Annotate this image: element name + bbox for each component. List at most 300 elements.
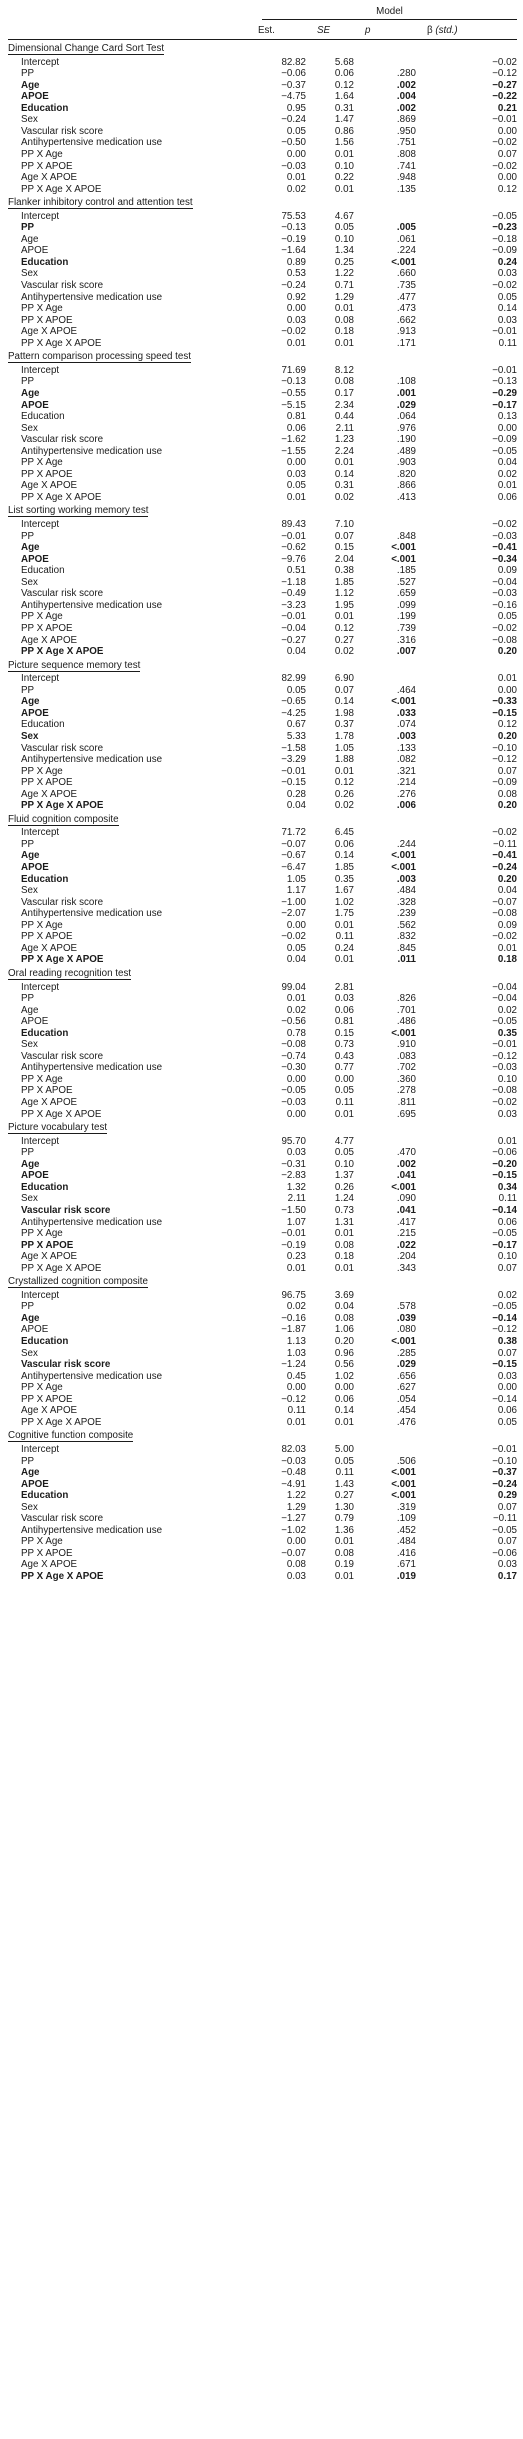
se-value: 1.64 xyxy=(334,91,354,103)
est-value: −0.65 xyxy=(281,696,306,708)
table-row xyxy=(8,280,517,292)
beta-value: 0.05 xyxy=(497,1416,517,1428)
row-label: Education xyxy=(21,1490,69,1502)
section-title: Picture sequence memory test xyxy=(8,659,141,671)
est-value: −3.23 xyxy=(281,599,306,611)
est-value: −0.24 xyxy=(281,114,306,126)
beta-value: 0.20 xyxy=(497,730,517,742)
table-row xyxy=(8,743,517,755)
row-label: PP X APOE xyxy=(21,1547,73,1559)
p-value xyxy=(359,1444,421,1456)
p-value: .662 xyxy=(396,314,416,326)
p-value: .845 xyxy=(396,942,416,954)
section-title: Flanker inhibitory control and attention test xyxy=(8,197,193,209)
beta-value: −0.07 xyxy=(492,896,517,908)
row-label: Intercept xyxy=(21,56,60,68)
table-row xyxy=(8,1005,517,1017)
p-value: .224 xyxy=(396,245,416,257)
est-value: −4.25 xyxy=(281,707,306,719)
p-value: .029 xyxy=(396,1359,416,1371)
beta-value: −0.02 xyxy=(492,1097,517,1108)
beta-value: −0.08 xyxy=(492,908,517,920)
row-label: Age X APOE xyxy=(21,942,78,954)
table-row xyxy=(8,365,517,377)
beta-value: −0.10 xyxy=(492,1455,517,1467)
se-value: 1.85 xyxy=(334,862,354,874)
p-value: .061 xyxy=(396,233,416,245)
est-value: −0.62 xyxy=(281,542,306,554)
est-value: −0.08 xyxy=(281,1039,306,1051)
p-value: .133 xyxy=(396,742,416,754)
beta-value: −0.08 xyxy=(492,1085,517,1097)
model-header: Model xyxy=(252,4,517,22)
beta-value: −0.20 xyxy=(492,1158,517,1170)
table-row xyxy=(8,1571,517,1583)
se-value: 1.23 xyxy=(334,434,354,446)
p-value: .948 xyxy=(396,172,416,184)
row-label: PP xyxy=(21,530,35,542)
est-value: 0.05 xyxy=(286,125,306,137)
table-row xyxy=(8,982,517,994)
table-row xyxy=(8,1136,517,1148)
p-value: <.001 xyxy=(391,1467,416,1479)
table-row xyxy=(8,457,517,469)
se-value: 6.90 xyxy=(334,673,354,685)
beta-value: −0.05 xyxy=(492,210,517,222)
row-label: Age X APOE xyxy=(21,480,78,492)
se-value: 0.01 xyxy=(334,337,354,349)
p-value: .109 xyxy=(396,1513,416,1525)
table-row xyxy=(8,1028,517,1040)
est-value: 0.03 xyxy=(286,1571,306,1583)
p-value: .029 xyxy=(396,399,416,411)
beta-value: 0.12 xyxy=(497,183,517,195)
section-title: Cognitive function composite xyxy=(8,1430,134,1442)
row-label: PP xyxy=(21,68,35,80)
table-row xyxy=(8,554,517,566)
row-label: Sex xyxy=(21,422,38,434)
p-value: .321 xyxy=(396,765,416,777)
table-row xyxy=(8,1039,517,1051)
table-row xyxy=(8,222,517,234)
est-value: −0.19 xyxy=(281,233,306,245)
p-value: .464 xyxy=(396,684,416,696)
est-value: −6.47 xyxy=(281,862,306,874)
se-value: 0.08 xyxy=(334,1239,354,1251)
se-value: 0.81 xyxy=(334,1016,354,1028)
p-value: .002 xyxy=(396,102,416,114)
row-label: PP xyxy=(21,1301,35,1313)
table-row xyxy=(8,1290,517,1302)
beta-value: 0.29 xyxy=(497,1490,517,1502)
se-value: 1.05 xyxy=(334,742,354,754)
row-label: PP X Age xyxy=(21,1536,63,1548)
se-value: 2.11 xyxy=(335,422,354,434)
beta-value: 0.12 xyxy=(497,719,517,731)
beta-value: −0.05 xyxy=(492,1524,517,1536)
beta-value: 0.06 xyxy=(497,1405,517,1417)
table-row xyxy=(8,777,517,789)
beta-value: 0.09 xyxy=(497,919,517,931)
se-value: 0.01 xyxy=(334,1108,354,1120)
row-label: Antihypertensive medication use xyxy=(21,137,163,149)
row-label: Age xyxy=(21,388,40,399)
est-value: −0.19 xyxy=(281,1239,306,1251)
table-row xyxy=(8,565,517,577)
se-value: 0.07 xyxy=(334,684,354,696)
p-value: .171 xyxy=(396,337,416,349)
beta-value: −0.01 xyxy=(492,364,517,376)
beta-value: 0.10 xyxy=(497,1073,517,1085)
est-value: 1.05 xyxy=(286,873,306,885)
table-row xyxy=(8,789,517,801)
p-value: .739 xyxy=(396,622,416,634)
p-value: .950 xyxy=(396,125,416,137)
row-label: PP xyxy=(21,1147,35,1159)
beta-value: −0.33 xyxy=(492,696,517,708)
row-label: PP X APOE xyxy=(21,160,73,172)
p-value: .869 xyxy=(396,114,416,126)
row-label: PP X Age xyxy=(21,611,63,623)
est-value: 0.03 xyxy=(286,468,306,480)
se-value: 0.22 xyxy=(334,172,354,184)
p-value: <.001 xyxy=(391,1336,416,1348)
est-value: −0.27 xyxy=(281,634,306,646)
est-value: −0.74 xyxy=(281,1050,306,1062)
table-row xyxy=(8,388,517,400)
row-label: APOE xyxy=(21,399,49,411)
se-value: 0.01 xyxy=(334,457,354,469)
se-value: 0.14 xyxy=(334,468,354,480)
est-value: 0.00 xyxy=(286,1073,306,1085)
section-header-row xyxy=(8,349,517,365)
se-value: 0.01 xyxy=(334,765,354,777)
row-label: PP X APOE xyxy=(21,314,73,326)
est-value: −1.02 xyxy=(281,1524,306,1536)
row-label: Age xyxy=(21,1467,40,1479)
table-row xyxy=(8,492,517,504)
row-label: PP X APOE xyxy=(21,777,73,789)
beta-value: −0.12 xyxy=(492,1324,517,1336)
p-value: .484 xyxy=(396,885,416,897)
est-value: −0.04 xyxy=(281,622,306,634)
se-value: 1.36 xyxy=(334,1524,354,1536)
est-value: 0.04 xyxy=(286,954,306,966)
beta-value: −0.37 xyxy=(492,1467,517,1479)
p-value: .659 xyxy=(396,588,416,600)
est-value: 1.17 xyxy=(286,885,306,897)
est-value: −0.03 xyxy=(281,160,306,172)
section-header-row xyxy=(8,40,517,57)
row-label: Vascular risk score xyxy=(21,434,104,446)
table-row xyxy=(8,1193,517,1205)
row-label: Sex xyxy=(21,268,38,280)
se-value: 0.56 xyxy=(334,1359,354,1371)
se-value: 0.01 xyxy=(334,919,354,931)
se-value: 8.12 xyxy=(334,364,354,376)
p-value: .671 xyxy=(396,1559,416,1571)
row-label: Vascular risk score xyxy=(21,1359,111,1371)
p-value: .041 xyxy=(396,1204,416,1216)
se-value: 0.79 xyxy=(334,1513,354,1525)
p-value xyxy=(359,211,421,223)
table-row xyxy=(8,519,517,531)
row-label: Antihypertensive medication use xyxy=(21,599,163,611)
p-value: .811 xyxy=(397,1097,416,1108)
row-label: PP X Age X APOE xyxy=(21,954,104,966)
row-label: Intercept xyxy=(21,1135,60,1147)
est-value: 1.03 xyxy=(286,1347,306,1359)
se-value: 0.27 xyxy=(334,1490,354,1502)
p-value: <.001 xyxy=(391,696,416,708)
beta-value: 0.11 xyxy=(498,1193,517,1205)
beta-value: 0.03 xyxy=(497,1559,517,1571)
est-value: 1.22 xyxy=(286,1490,306,1502)
row-label: PP xyxy=(21,838,35,850)
p-value: .214 xyxy=(396,777,416,789)
table-row xyxy=(8,611,517,623)
est-value: 0.01 xyxy=(286,491,306,503)
row-label: Vascular risk score xyxy=(21,1513,104,1525)
table-row xyxy=(8,149,517,161)
p-value: .826 xyxy=(396,993,416,1005)
est-value: 0.04 xyxy=(286,646,306,658)
se-value: 2.04 xyxy=(334,553,354,565)
beta-value: −0.22 xyxy=(492,91,517,103)
table-row xyxy=(8,885,517,897)
table-row xyxy=(8,1313,517,1325)
table-row xyxy=(8,1240,517,1252)
p-value: .910 xyxy=(396,1039,416,1051)
est-value: 0.00 xyxy=(286,1536,306,1548)
beta-value: −0.06 xyxy=(492,1547,517,1559)
table-row xyxy=(8,1097,517,1109)
se-value: 0.01 xyxy=(334,1416,354,1428)
p-value xyxy=(359,1136,421,1148)
est-value: −0.06 xyxy=(281,68,306,80)
beta-value: 0.02 xyxy=(497,1004,517,1016)
est-value: 0.00 xyxy=(286,919,306,931)
table-row xyxy=(8,1479,517,1491)
section-header-row xyxy=(8,966,517,982)
beta-value: 0.09 xyxy=(497,565,517,577)
table-row xyxy=(8,708,517,720)
est-value: 0.06 xyxy=(286,422,306,434)
beta-value: 0.01 xyxy=(497,942,517,954)
beta-value: 0.17 xyxy=(497,1571,517,1583)
est-value: 0.03 xyxy=(286,1147,306,1159)
beta-value: 0.03 xyxy=(497,1108,517,1120)
row-label: PP X Age X APOE xyxy=(21,1416,102,1428)
beta-value: 0.07 xyxy=(497,1501,517,1513)
se-value: 0.05 xyxy=(334,1455,354,1467)
row-label: Intercept xyxy=(21,827,60,839)
section-header-row xyxy=(8,1428,517,1444)
se-value: 0.15 xyxy=(334,542,354,554)
table-row xyxy=(8,766,517,778)
section-header-row xyxy=(8,1120,517,1136)
table-row xyxy=(8,897,517,909)
se-value: 0.77 xyxy=(334,1062,354,1074)
se-value: 2.34 xyxy=(334,399,354,411)
beta-value: 0.14 xyxy=(497,303,517,315)
est-value: 0.45 xyxy=(286,1370,306,1382)
p-value: .003 xyxy=(396,730,416,742)
est-value: −0.13 xyxy=(281,222,306,234)
beta-value: 0.00 xyxy=(497,172,517,184)
se-value: 2.24 xyxy=(334,445,354,457)
beta-value: 0.02 xyxy=(497,1289,517,1301)
se-value: 4.77 xyxy=(334,1135,354,1147)
table-row xyxy=(8,303,517,315)
se-value: 0.08 xyxy=(334,1312,354,1324)
est-value: 0.03 xyxy=(286,314,306,326)
row-label: PP X Age xyxy=(21,148,63,160)
se-value: 0.26 xyxy=(334,788,354,800)
p-value: .578 xyxy=(396,1301,416,1313)
est-value: −0.31 xyxy=(281,1158,306,1170)
table-row xyxy=(8,623,517,635)
p-value: .006 xyxy=(396,800,416,812)
p-value: .002 xyxy=(396,79,416,91)
beta-value: −0.15 xyxy=(492,707,517,719)
se-value: 0.14 xyxy=(334,850,354,862)
se-value: 0.02 xyxy=(334,491,354,503)
beta-value: −0.09 xyxy=(492,434,517,446)
beta-value: −0.01 xyxy=(492,114,517,126)
est-value: −0.30 xyxy=(281,1062,306,1074)
beta-value: −0.02 xyxy=(492,931,517,943)
table-row xyxy=(8,257,517,269)
est-value: −0.07 xyxy=(281,838,306,850)
se-value: 0.12 xyxy=(334,79,354,91)
beta-value: −0.05 xyxy=(492,445,517,457)
p-value: .452 xyxy=(396,1524,416,1536)
beta-value: −0.12 xyxy=(492,754,517,766)
p-value: .484 xyxy=(396,1536,416,1548)
p-value: .319 xyxy=(396,1501,416,1513)
row-label: Intercept xyxy=(21,210,60,222)
beta-value: −0.14 xyxy=(492,1312,517,1324)
est-value: 0.08 xyxy=(286,1559,306,1571)
table-row xyxy=(8,1513,517,1525)
row-label: Vascular risk score xyxy=(21,280,104,292)
table-row xyxy=(8,338,517,350)
beta-value: −0.17 xyxy=(492,399,517,411)
p-value: .285 xyxy=(396,1347,416,1359)
est-value: −0.15 xyxy=(281,777,306,789)
est-value: −0.05 xyxy=(281,1085,306,1097)
table-row xyxy=(8,874,517,886)
beta-value: 0.34 xyxy=(497,1181,517,1193)
beta-value: −0.17 xyxy=(492,1239,517,1251)
p-value: .239 xyxy=(396,908,416,920)
row-label: Education xyxy=(21,565,65,577)
se-value: 7.10 xyxy=(334,519,354,531)
p-value: .002 xyxy=(396,1158,416,1170)
row-label: Intercept xyxy=(21,1444,60,1455)
p-value: .751 xyxy=(396,137,416,149)
row-label: Intercept xyxy=(21,364,60,376)
table-row xyxy=(8,376,517,388)
row-label: PP X Age xyxy=(21,457,63,469)
est-value: −1.18 xyxy=(281,576,306,588)
regression-table xyxy=(8,4,517,1583)
section-title: Oral reading recognition test xyxy=(8,967,132,979)
beta-value: 0.00 xyxy=(497,422,517,434)
est-value: −0.49 xyxy=(281,588,306,600)
se-value: 0.15 xyxy=(334,1027,354,1039)
beta-value: 0.04 xyxy=(497,885,517,897)
beta-value: −0.05 xyxy=(492,1301,517,1313)
section-header-row xyxy=(8,195,517,211)
row-label: Vascular risk score xyxy=(21,896,104,908)
se-value: 1.31 xyxy=(334,1216,354,1228)
est-value: 0.89 xyxy=(286,256,306,268)
row-label: PP X Age X APOE xyxy=(21,491,102,503)
section-title: List sorting working memory test xyxy=(8,505,149,517)
se-value: 0.73 xyxy=(334,1039,354,1051)
est-value: −0.01 xyxy=(281,530,306,542)
beta-value: −0.06 xyxy=(492,1147,517,1159)
p-value: .866 xyxy=(396,480,416,492)
beta-value: −0.23 xyxy=(492,222,517,234)
p-value: <.001 xyxy=(391,1478,416,1490)
p-value: .913 xyxy=(396,326,416,338)
p-value: .808 xyxy=(396,148,416,160)
se-value: 0.00 xyxy=(334,1382,354,1394)
est-value: 0.01 xyxy=(286,337,306,349)
row-label: Age X APOE xyxy=(21,172,78,184)
est-value: 0.53 xyxy=(286,268,306,280)
p-value: .820 xyxy=(396,468,416,480)
est-value: 0.01 xyxy=(286,993,306,1005)
se-value: 0.08 xyxy=(334,314,354,326)
est-value: −1.64 xyxy=(281,245,306,257)
beta-value: 0.07 xyxy=(497,1347,517,1359)
row-label: PP X APOE xyxy=(21,931,73,943)
p-value: .190 xyxy=(396,434,416,446)
table-row xyxy=(8,268,517,280)
section-header-row xyxy=(8,812,517,828)
p-value: .083 xyxy=(396,1050,416,1062)
p-value: .741 xyxy=(396,160,416,172)
se-value: 0.17 xyxy=(334,388,354,399)
beta-value: −0.09 xyxy=(492,245,517,257)
table-row xyxy=(8,531,517,543)
est-value: 82.99 xyxy=(281,673,306,685)
p-value: <.001 xyxy=(391,1181,416,1193)
table-row xyxy=(8,57,517,69)
row-label: Antihypertensive medication use xyxy=(21,1524,163,1536)
table-row xyxy=(8,234,517,246)
p-value: .562 xyxy=(396,919,416,931)
table-row xyxy=(8,954,517,966)
se-value: 0.02 xyxy=(334,800,354,812)
beta-value: −0.18 xyxy=(492,233,517,245)
se-value: 3.69 xyxy=(334,1289,354,1301)
beta-value: −0.08 xyxy=(492,634,517,646)
row-label: PP X Age X APOE xyxy=(21,646,104,658)
est-value: 0.01 xyxy=(286,172,306,184)
se-value: 0.96 xyxy=(334,1347,354,1359)
est-value: 5.33 xyxy=(286,730,306,742)
se-value: 1.34 xyxy=(334,245,354,257)
table-body xyxy=(8,40,517,1583)
se-value: 0.08 xyxy=(334,376,354,388)
se-value: 0.43 xyxy=(334,1050,354,1062)
est-value: 89.43 xyxy=(281,519,306,531)
